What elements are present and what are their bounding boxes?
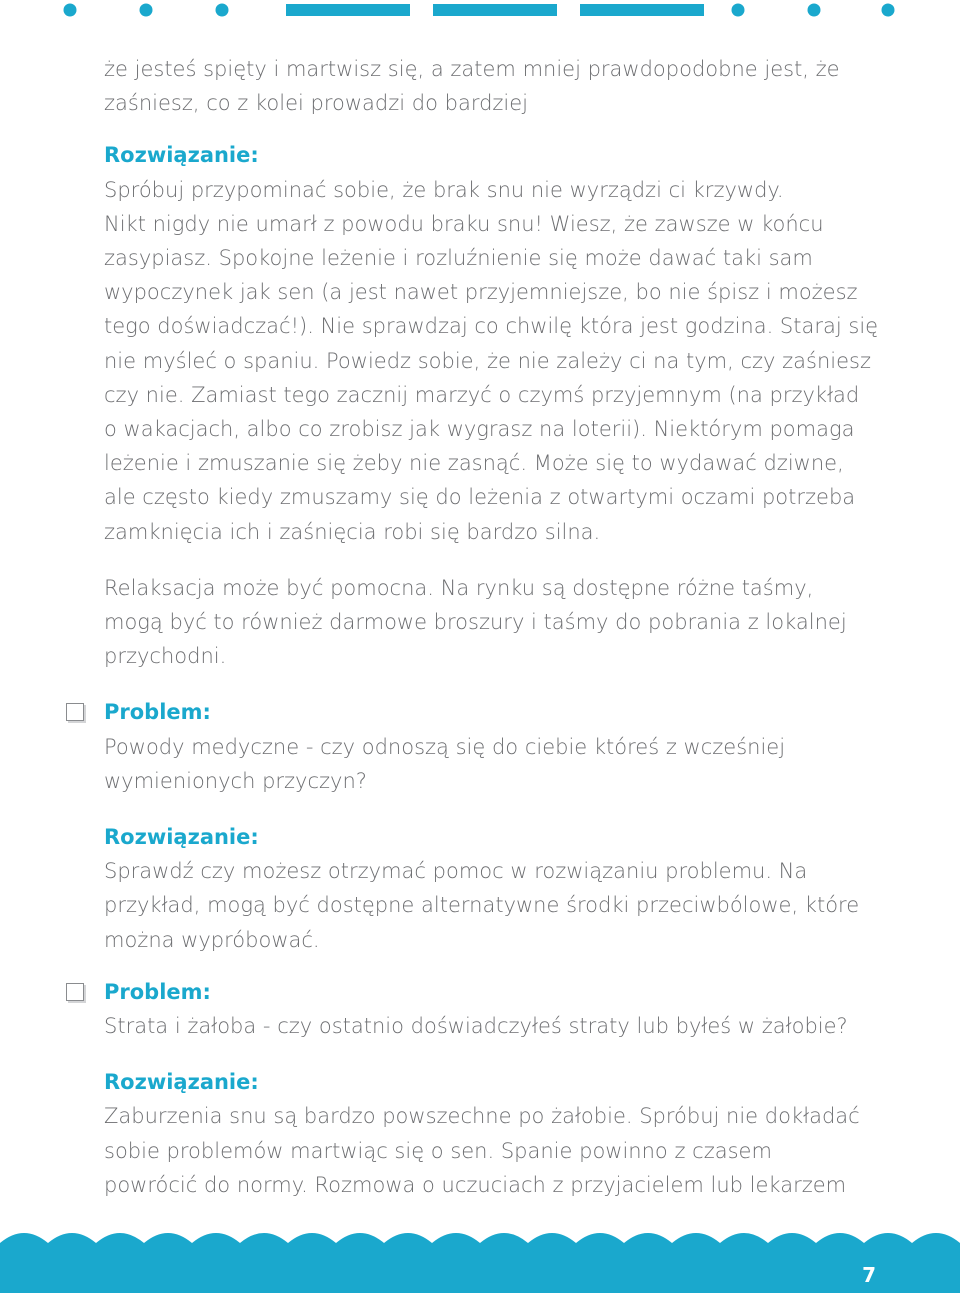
- relaxation-paragraph: [104, 571, 924, 674]
- body-line: że jesteś spięty i martwisz się, a zatem mniej prawdopodobne jest, że: [104, 57, 840, 81]
- body-line: ale często kiedy zmuszamy się do leżenia z otwartymi oczami potrzeba: [104, 485, 856, 510]
- body-line: wypoczynek jak sen (a jest nawet przyjemniejsze, bo nie śpisz i możesz: [104, 280, 858, 305]
- solution-heading: Rozwiązanie:: [104, 143, 259, 168]
- decor-dot: [140, 4, 153, 17]
- solution-medical: [104, 820, 924, 957]
- empty-checkbox-icon: [66, 983, 84, 1001]
- body-line: Zaburzenia snu są bardzo powszechne po żałobie. Spróbuj nie dokładać: [104, 1104, 860, 1129]
- body-line: zamknięcia ich i zaśnięcia robi się bardzo silna.: [104, 519, 601, 544]
- solution-heading: Rozwiązanie:: [104, 825, 259, 850]
- page-number: 7: [862, 1263, 876, 1287]
- solution-grief: [104, 1065, 924, 1202]
- footer-wave: [0, 1203, 960, 1293]
- body-line: wymienionych przyczyn?: [104, 768, 367, 793]
- decor-dot: [64, 4, 77, 17]
- body-line: Sprawdź czy możesz otrzymać pomoc w rozwiązaniu problemu. Na: [104, 859, 808, 884]
- decor-dot: [732, 4, 745, 17]
- body-line: Strata i żałoba - czy ostatnio doświadczyłeś straty lub byłeś w żałobie?: [104, 1014, 848, 1039]
- body-line: o wakacjach, albo co zrobisz jak wygrasz na loterii). Niektórym pomaga: [104, 417, 855, 442]
- problem-medical: [104, 695, 924, 798]
- empty-checkbox-icon: [66, 703, 84, 721]
- decor-bar: [286, 4, 410, 16]
- solution-heading: Rozwiązanie:: [104, 1070, 259, 1095]
- body-line: Relaksacja może być pomocna. Na rynku są dostępne różne taśmy,: [104, 575, 814, 600]
- wave-shape: [0, 1233, 960, 1293]
- page-content: [104, 52, 924, 1202]
- body-line: Powody medyczne - czy odnoszą się do ciebie któreś z wcześniej: [104, 734, 786, 759]
- decor-bar: [580, 4, 704, 16]
- problem-grief: [104, 975, 924, 1043]
- problem-heading: Problem:: [104, 700, 211, 725]
- body-line: powrócić do normy. Rozmowa o uczuciach z przyjacielem lub lekarzem: [104, 1172, 847, 1197]
- body-line: zasypiasz. Spokojne leżenie i rozluźnienie się może dawać taki sam: [104, 246, 813, 271]
- decor-dot: [882, 4, 895, 17]
- decor-bar: [433, 4, 557, 16]
- body-line: można wypróbować.: [104, 927, 320, 952]
- intro-section: [104, 52, 924, 120]
- body-line: przychodni.: [104, 644, 227, 669]
- wave-decoration: [0, 1203, 960, 1293]
- body-line: Spróbuj przypominać sobie, że brak snu nie wyrządzi ci krzywdy.: [104, 177, 784, 202]
- body-line: sobie problemów martwiąc się o sen. Spanie powinno z czasem: [104, 1138, 772, 1163]
- body-line: leżenie i zmuszanie się żeby nie zasnąć. Może się to wydawać dziwne,: [104, 451, 844, 476]
- body-line: przykład, mogą być dostępne alternatywne środki przeciwbólowe, które: [104, 893, 860, 918]
- solution-section-1: [104, 138, 924, 548]
- body-line: Nikt nigdy nie umarł z powodu braku snu! Wiesz, że zawsze w końcu: [104, 211, 824, 236]
- decor-dot: [808, 4, 821, 17]
- body-line: zaśniesz, co z kolei prowadzi do bardziej: [104, 91, 529, 116]
- decor-dot: [216, 4, 229, 17]
- body-line: nie myśleć o spaniu. Powiedz sobie, że nie zależy ci na tym, czy zaśniesz: [104, 348, 871, 373]
- body-line: tego doświadczać!). Nie sprawdzaj co chwilę która jest godzina. Staraj się: [104, 314, 879, 339]
- top-decoration: [0, 0, 960, 24]
- body-line: czy nie. Zamiast tego zacznij marzyć o czymś przyjemnym (na przykład: [104, 382, 860, 407]
- body-line: mogą być to również darmowe broszury i taśmy do pobrania z lokalnej: [104, 610, 847, 635]
- problem-heading: Problem:: [104, 979, 211, 1004]
